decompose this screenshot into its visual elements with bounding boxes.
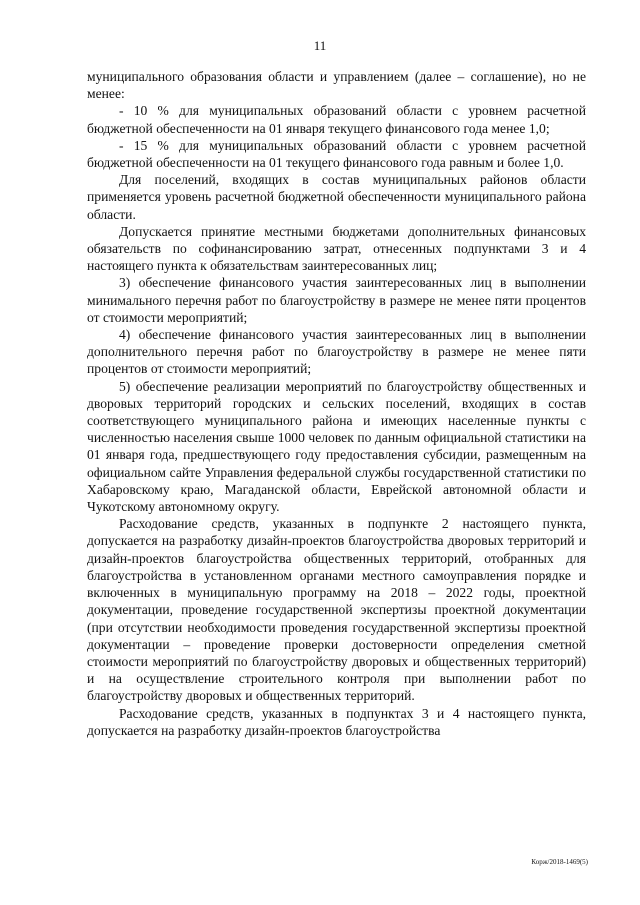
paragraph: 4) обеспечение финансового участия заинтересованных лиц в выполнении дополнительного перечня работ по благоустройству в размере не менее пяти процентов от стоимости мероприятий;	[87, 327, 586, 377]
paragraph: муниципального образования области и управлением (далее – соглашение), но не менее:	[87, 69, 586, 102]
paragraph: Допускается принятие местными бюджетами дополнительных финансовых обязательств по софинансированию затрат, отнесенных подпунктами 3 и 4 настоящего пункта к обязательствам заинтересованных лиц;	[87, 223, 586, 274]
paragraph: 3) обеспечение финансового участия заинтересованных лиц в выполнении минимального перечня работ по благоустройству в размере не менее пяти процентов от стоимости мероприятий;	[87, 275, 586, 325]
document-footer-code: Корж/2018-1469(5)	[531, 858, 588, 866]
paragraph: - 15 % для муниципальных образований области с уровнем расчетной бюджетной обеспеченности на 01 текущего финансового года равным и более 1,0.	[87, 137, 586, 171]
paragraph: 5) обеспечение реализации мероприятий по благоустройству общественных и дворовых территорий городских и сельских поселений, входящих в состав соответствующего муниципального района и имеющих населенные пункты с численностью населения свыше 1000 человек по данным официальной статистики на 01 января года, предшествующего году предоставления субсидии, размещенным на официальном сайте Управления федеральной службы государственной статистики по Хабаровскому краю, Магаданской области, Еврейской автономной области и Чукотскому автономному округу.	[87, 378, 586, 515]
page-number: 11	[313, 38, 327, 53]
paragraph: Для поселений, входящих в состав муниципальных районов области применяется уровень расчетной бюджетной обеспеченности муниципального района области.	[87, 172, 586, 222]
document-body	[87, 68, 586, 739]
paragraph: Расходование средств, указанных в подпункте 2 настоящего пункта, допускается на разработку дизайн-проектов благоустройства дворовых территорий и дизайн-проектов благоустройства общественных территорий, отобранных для благоустройства в установленном органами местного самоуправления порядке и включенных в муниципальную программу на 2018 – 2022 годы, проектной документации, проведение государственной экспертизы проектной документации (при отсутствии необходимости проведения государственной экспертизы проектной документации – проведение проверки достоверности определения сметной стоимости мероприятий по благоустройству дворовых и общественных территорий) и на осуществление строительного контроля при выполнении работ по благоустройству дворовых и общественных территорий.	[87, 516, 586, 704]
paragraph: - 10 % для муниципальных образований области с уровнем расчетной бюджетной обеспеченности на 01 января текущего финансового года менее 1,0;	[87, 103, 586, 136]
paragraph: Расходование средств, указанных в подпунктах 3 и 4 настоящего пункта, допускается на разработку дизайн-проектов благоустройства	[87, 705, 586, 738]
